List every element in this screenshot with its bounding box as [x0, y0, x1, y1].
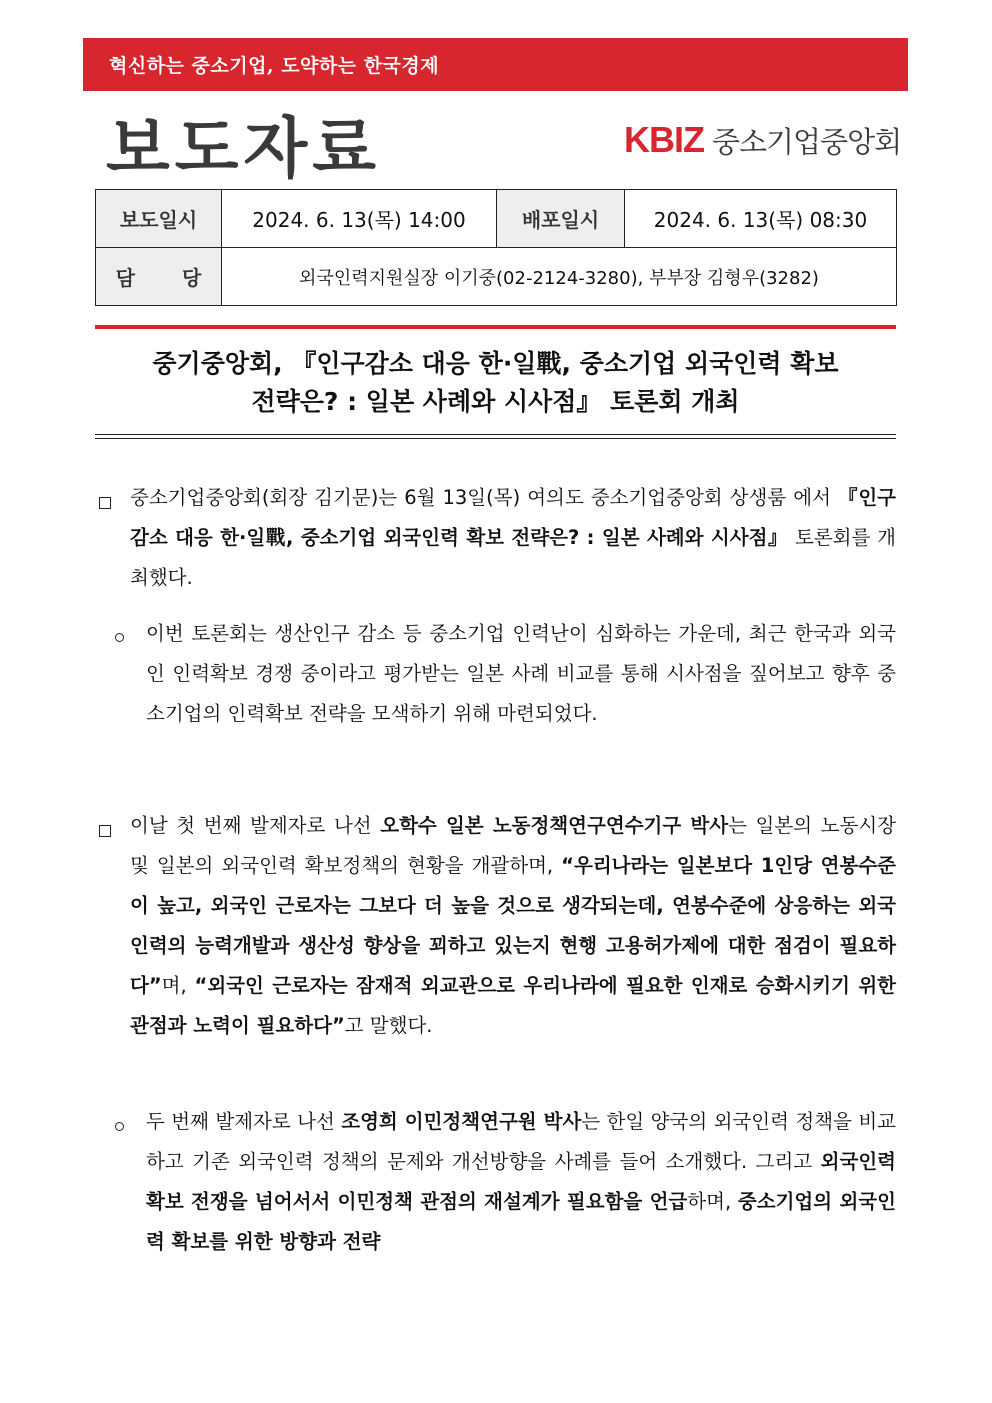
release-value: 2024. 6. 13(목) 14:00	[222, 190, 497, 248]
bold-text-run: “외국인 근로자는 잠재적 외교관으로 우리나라에 필요한 인재로 승화시키기 위한 관점과 노력이 필요하다”	[130, 974, 897, 1037]
release-row	[96, 190, 897, 248]
title-line-2: 전략은? : 일본 사례와 시사점』 토론회 개최	[251, 387, 740, 416]
text-run: 하며,	[687, 1190, 738, 1213]
page-heading: 보도자료	[106, 110, 382, 187]
text-run: 토론회를 개최했다.	[130, 526, 896, 589]
contact-value: 외국인력지원실장 이기중(02-2124-3280), 부부장 김형우(3282)	[222, 248, 897, 306]
text-run: 며,	[161, 974, 195, 997]
contact-label: 담 당	[96, 248, 222, 306]
circle-bullet-icon	[115, 626, 124, 647]
paragraph-2: 이번 토론회는 생산인구 감소 등 중소기업 인력난이 심화하는 가운데, 최근 한국과 외국인 인력확보 경쟁 중이라고 평가받는 일본 사례 비교를 통해 시사점을 짚어보고 향후 중소기업의 인력확보 전략을 모색하기 위해 마련되었다.	[146, 622, 896, 725]
release-label: 보도일시	[96, 190, 222, 248]
paragraph-1	[130, 478, 896, 598]
square-bullet-icon	[99, 821, 111, 842]
logo-name: 중소기업중앙회	[712, 124, 902, 159]
text-run: 이날 첫 번째 발제자로 나선	[130, 814, 381, 837]
bold-text-run: 중소기업의 외국인력 확보를 위한 방향과 전략	[146, 1190, 896, 1253]
title-bottom-rule	[95, 434, 896, 439]
release-info-table	[95, 189, 897, 306]
square-bullet-icon	[99, 493, 111, 514]
text-run: 고 말했다.	[344, 1014, 433, 1037]
text-run: 두 번째 발제자로 나선	[146, 1110, 342, 1133]
kbiz-logo	[624, 117, 901, 163]
circle-bullet-icon	[115, 1115, 124, 1136]
title-top-rule	[95, 325, 896, 329]
contact-row	[96, 248, 897, 306]
bold-text-run: 외국인력 확보 전쟁을 넘어서서 이민정책 관점의 재설계가 필요함을 언급	[146, 1150, 896, 1213]
text-run: 는 한일 양국의 외국인력 정책을 비교하고 기존 외국인력 정책의 문제와 개선방향을 사례를 들어 소개했다. 그리고	[146, 1110, 896, 1173]
bold-text-run: “우리나라는 일본보다 1인당 연봉수준이 높고, 외국인 근로자는 그보다 더 높을 것으로 생각되는데, 연봉수준에 상응하는 외국인력의 능력개발과 생산성 향상을 꾀하고 있는지 현행 고용허가제에 대한 점검이 필요하다”	[130, 854, 896, 997]
banner-slogan: 혁신하는 중소기업, 도약하는 한국경제	[109, 55, 440, 77]
title-line-1: 중기중앙회, 『인구감소 대응 한·일戰, 중소기업 외국인력 확보	[152, 349, 839, 378]
bold-text-run: 『인구감소 대응 한·일戰, 중소기업 외국인력 확보 전략은? : 일본 사례와 시사점』	[130, 486, 896, 549]
distribution-label: 배포일시	[497, 190, 625, 248]
top-banner	[83, 38, 908, 91]
press-title	[95, 345, 896, 421]
paragraph-3	[130, 806, 896, 1046]
paragraph-4	[146, 1102, 896, 1262]
text-run: 는 일본의 노동시장 및 일본의 외국인력 확보정책의 현황을 개괄하며,	[130, 814, 896, 877]
logo-mark: KBIZ	[624, 119, 704, 160]
text-run: 중소기업중앙회(회장 김기문)는 6월 13일(목) 여의도 중소기업중앙회 상생룸 에서	[130, 486, 838, 509]
distribution-value: 2024. 6. 13(목) 08:30	[625, 190, 897, 248]
bold-text-run: 조영희 이민정책연구원 박사	[341, 1110, 582, 1133]
bold-text-run: 오학수 일본 노동정책연구연수기구 박사	[380, 814, 729, 837]
